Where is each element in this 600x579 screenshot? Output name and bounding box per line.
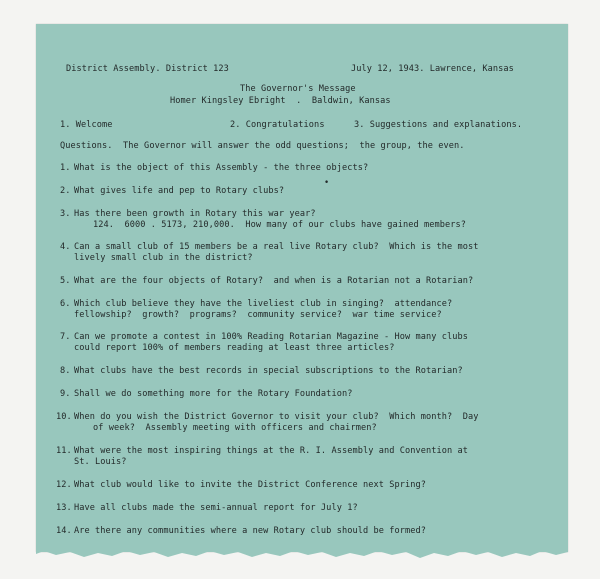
- question-number: 14.: [56, 526, 72, 536]
- question-number: 1.: [60, 163, 71, 173]
- question-text: 124. 6000 . 5173, 210,000. How many of our clubs have gained members?: [93, 220, 467, 230]
- question-text: St. Louis?: [74, 457, 127, 467]
- topic-welcome: 1. Welcome: [60, 120, 113, 130]
- question-text: could report 100% of members reading at least three articles?: [74, 343, 395, 353]
- question-text: Can a small club of 15 members be a real live Rotary club? Which is the most: [74, 242, 479, 252]
- question-number: 5.: [60, 276, 71, 286]
- ink-mark: •: [324, 178, 330, 188]
- question-number: 13.: [56, 503, 72, 513]
- question-number: 7.: [60, 332, 71, 342]
- document-title: The Governor's Message: [240, 84, 356, 94]
- question-text: Can we promote a contest in 100% Reading Rotarian Magazine - How many clubs: [74, 332, 469, 342]
- question-text: fellowship? growth? programs? community service? war time service?: [74, 310, 442, 320]
- question-number: 12.: [56, 480, 72, 490]
- question-text: Has there been growth in Rotary this war year?: [74, 209, 316, 219]
- question-number: 4.: [60, 242, 71, 252]
- header-left: District Assembly. District 123: [66, 64, 229, 74]
- question-number: 10.: [56, 412, 72, 422]
- question-text: lively small club in the district?: [74, 253, 253, 263]
- question-text: What gives life and pep to Rotary clubs?: [74, 186, 285, 196]
- intro-line: Questions. The Governor will answer the odd questions; the group, the even.: [60, 141, 465, 151]
- question-text: What clubs have the best records in special subscriptions to the Rotarian?: [74, 366, 463, 376]
- question-text: Which club believe they have the liveliest club in singing? attendance?: [74, 299, 453, 309]
- question-text: of week? Assembly meeting with officers and chairmen?: [93, 423, 377, 433]
- question-number: 2.: [60, 186, 71, 196]
- document-subtitle: Homer Kingsley Ebright . Baldwin, Kansas: [170, 96, 391, 106]
- question-text: When do you wish the District Governor to visit your club? Which month? Day: [74, 412, 479, 422]
- torn-edge: [36, 546, 568, 560]
- question-number: 8.: [60, 366, 71, 376]
- header-date: July 12, 1943. Lawrence, Kansas: [351, 64, 514, 74]
- question-text: Have all clubs made the semi-annual report for July 1?: [74, 503, 358, 513]
- question-text: What are the four objects of Rotary? and when is a Rotarian not a Rotarian?: [74, 276, 474, 286]
- question-text: What club would like to invite the District Conference next Spring?: [74, 480, 427, 490]
- question-text: Are there any communities where a new Rotary club should be formed?: [74, 526, 427, 536]
- question-number: 11.: [56, 446, 72, 456]
- question-number: 9.: [60, 389, 71, 399]
- question-text: Shall we do something more for the Rotary Foundation?: [74, 389, 353, 399]
- topic-suggestions: 3. Suggestions and explanations.: [354, 120, 523, 130]
- question-text: What were the most inspiring things at the R. I. Assembly and Convention at: [74, 446, 469, 456]
- question-text: What is the object of this Assembly - the three objects?: [74, 163, 369, 173]
- question-number: 6.: [60, 299, 71, 309]
- question-number: 3.: [60, 209, 71, 219]
- typed-document-page: [36, 24, 568, 552]
- topic-congratulations: 2. Congratulations: [230, 120, 325, 130]
